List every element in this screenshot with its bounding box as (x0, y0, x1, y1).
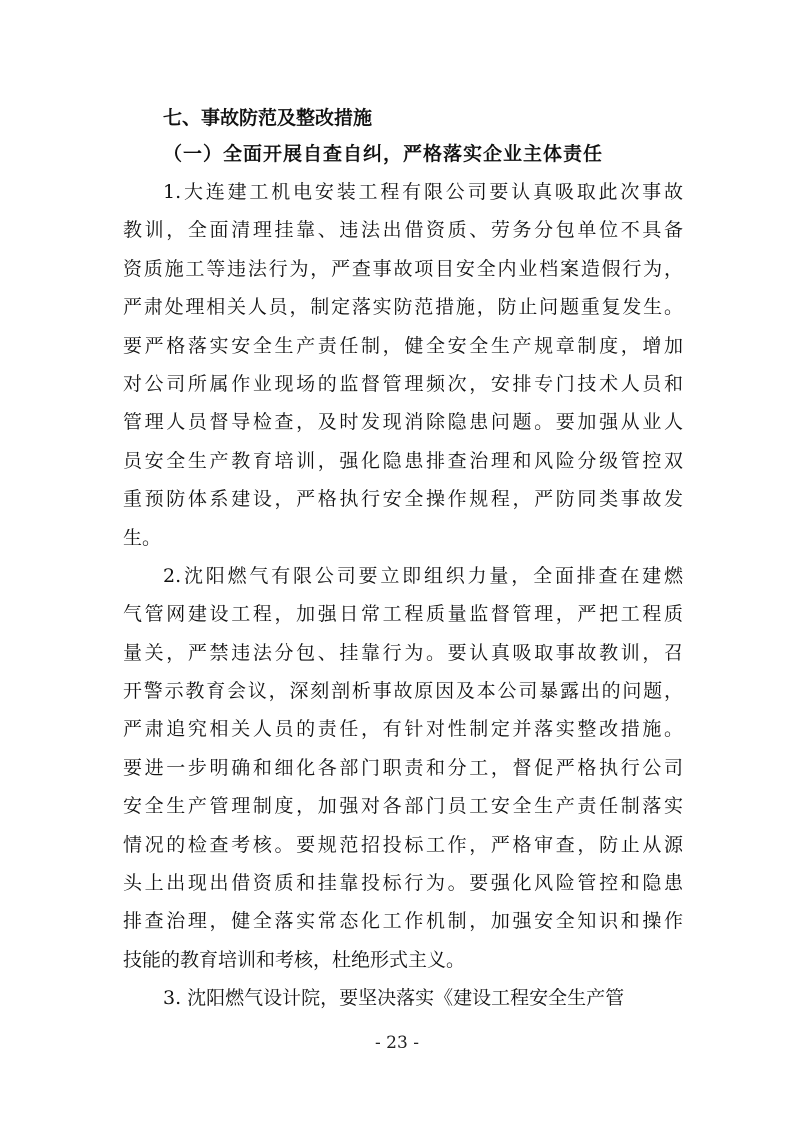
paragraph (123, 979, 683, 1017)
paragraph-line: 严肃追究相关人员的责任，有针对性制定并落实整改措施。 (123, 718, 683, 741)
paragraph-line: 安全生产管理制度，加强对各部门员工安全生产责任制落实 (123, 795, 683, 818)
paragraph-line: 开警示教育会议，深刻剖析事故原因及本公司暴露出的问题， (123, 680, 683, 703)
paragraph (123, 557, 683, 979)
paragraphs (123, 173, 683, 1018)
paragraph-line: 生。 (123, 526, 162, 549)
paragraph-line: 对公司所属作业现场的监督管理频次，安排专门技术人员和 (123, 372, 683, 395)
document-body (123, 101, 683, 1018)
subsection-heading: （一）全面开展自查自纠，严格落实企业主体责任 (163, 143, 604, 165)
paragraph-line: 教训，全面清理挂靠、违法出借资质、劳务分包单位不具备 (123, 219, 683, 242)
paragraph-line: 量关，严禁违法分包、挂靠行为。要认真吸取事故教训，召 (123, 641, 683, 664)
section-heading: 七、事故防范及整改措施 (163, 107, 373, 129)
paragraph-line: 情况的检查考核。要规范招投标工作，严格审查，防止从源 (123, 833, 683, 856)
paragraph-line: 气管网建设工程，加强日常工程质量监督管理，严把工程质 (123, 603, 683, 626)
paragraph-line: 3. 沈阳燃气设计院，要坚决落实《建设工程安全生产管 (163, 987, 625, 1010)
paragraph-line: 1.大连建工机电安装工程有限公司要认真吸取此次事故 (163, 181, 683, 203)
paragraph-line: 头上出现出借资质和挂靠投标行为。要强化风险管控和隐患 (123, 872, 683, 895)
paragraph-line: 要进一步明确和细化各部门职责和分工，督促严格执行公司 (123, 756, 683, 779)
paragraph-line: 资质施工等违法行为，严查事故项目安全内业档案造假行为， (123, 257, 683, 280)
paragraph-line: 排查治理，健全落实常态化工作机制，加强安全知识和操作 (123, 910, 683, 933)
paragraph (123, 173, 683, 557)
paragraph-line: 管理人员督导检查，及时发现消除隐患问题。要加强从业人 (123, 411, 683, 434)
paragraph-line: 技能的教育培训和考核，杜绝形式主义。 (123, 948, 466, 971)
page-number: - 23 - (375, 1033, 419, 1053)
paragraph-line: 重预防体系建设，严格执行安全操作规程，严防同类事故发 (123, 488, 683, 511)
paragraph-line: 员安全生产教育培训，强化隐患排查治理和风险分级管控双 (123, 449, 683, 472)
paragraph-line: 严肃处理相关人员，制定落实防范措施，防止问题重复发生。 (123, 296, 683, 319)
paragraph-line: 2.沈阳燃气有限公司要立即组织力量，全面排查在建燃 (163, 564, 683, 587)
paragraph-line: 要严格落实安全生产责任制，健全安全生产规章制度，增加 (123, 334, 683, 357)
